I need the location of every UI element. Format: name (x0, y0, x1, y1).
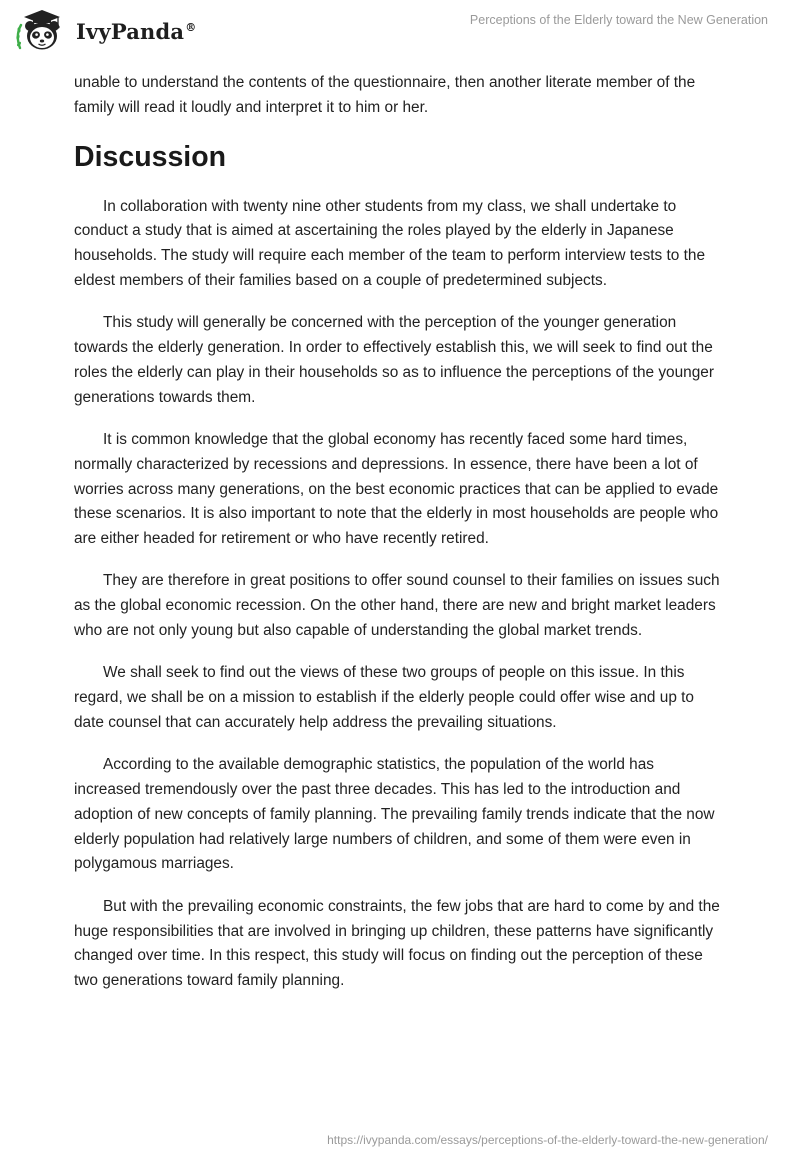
paragraph: They are therefore in great positions to offer sound counsel to their families on issues such as the global economic recession. On the other hand, there are new and bright market leaders who are not only young but also capable of understanding the global market trends. (74, 572, 720, 640)
intro-continuation: unable to understand the contents of the questionnaire, then another literate member of the family will read it loudly and interpret it to him or her. (74, 74, 696, 116)
paragraph: This study will generally be concerned with the perception of the younger generation towards the elderly generation. In order to effectively establish this, we will seek to find out the roles the elderly can play in their households so as to influence the perceptions of the younger generations towards them. (74, 314, 714, 406)
paragraph: In collaboration with twenty nine other students from my class, we shall undertake to conduct a study that is aimed at ascertaining the roles played by the elderly in Japanese households. The study will require each member of the team to perform interview tests to the eldest members of their families based on a couple of predetermined subjects. (74, 197, 706, 289)
panda-graduation-cap-icon (14, 8, 70, 54)
ivypanda-logo[interactable] (14, 8, 196, 54)
paragraph: We shall seek to find out the views of these two groups of people on this issue. In this regard, we shall be on a mission to establish if the elderly people could offer wise and up to date counsel that can accurately help address the prevailing situations. (74, 664, 694, 731)
source-url-link[interactable]: https://ivypanda.com/essays/perceptions-of-the-elderly-toward-the-new-generation/ (327, 1133, 768, 1147)
paragraph: According to the available demographic statistics, the population of the world has increased tremendously over the past three decades. This has led to the introduction and adoption of new concepts of family planning. The prevailing family trends indicate that the now elderly population had relatively large numbers of children, and some of them were even in polygamous marriages. (74, 756, 715, 873)
page-header (0, 0, 800, 62)
section-heading: Discussion (74, 140, 227, 173)
paragraph: But with the prevailing economic constraints, the few jobs that are hard to come by and the huge responsibilities that are involved in bringing up children, these patterns have significantly changed over time. In this respect, this study will focus on finding out the perception of these two generations toward family planning. (74, 897, 720, 990)
document-title: Perceptions of the Elderly toward the New Generation (469, 13, 768, 27)
registered-mark: ® (185, 20, 197, 34)
article-body (74, 71, 724, 994)
paragraph: It is common knowledge that the global economy has recently faced some hard times, normally characterized by recessions and depressions. In essence, there have been a lot of worries across many generations, on the best economic practices that can be applied to evade these scenarios. It is also important to note that the elderly in most households are people who are either headed for retirement or who have recently retired. (74, 430, 719, 548)
brand-name-text: IvyPanda (76, 18, 185, 44)
brand-name (76, 19, 196, 44)
